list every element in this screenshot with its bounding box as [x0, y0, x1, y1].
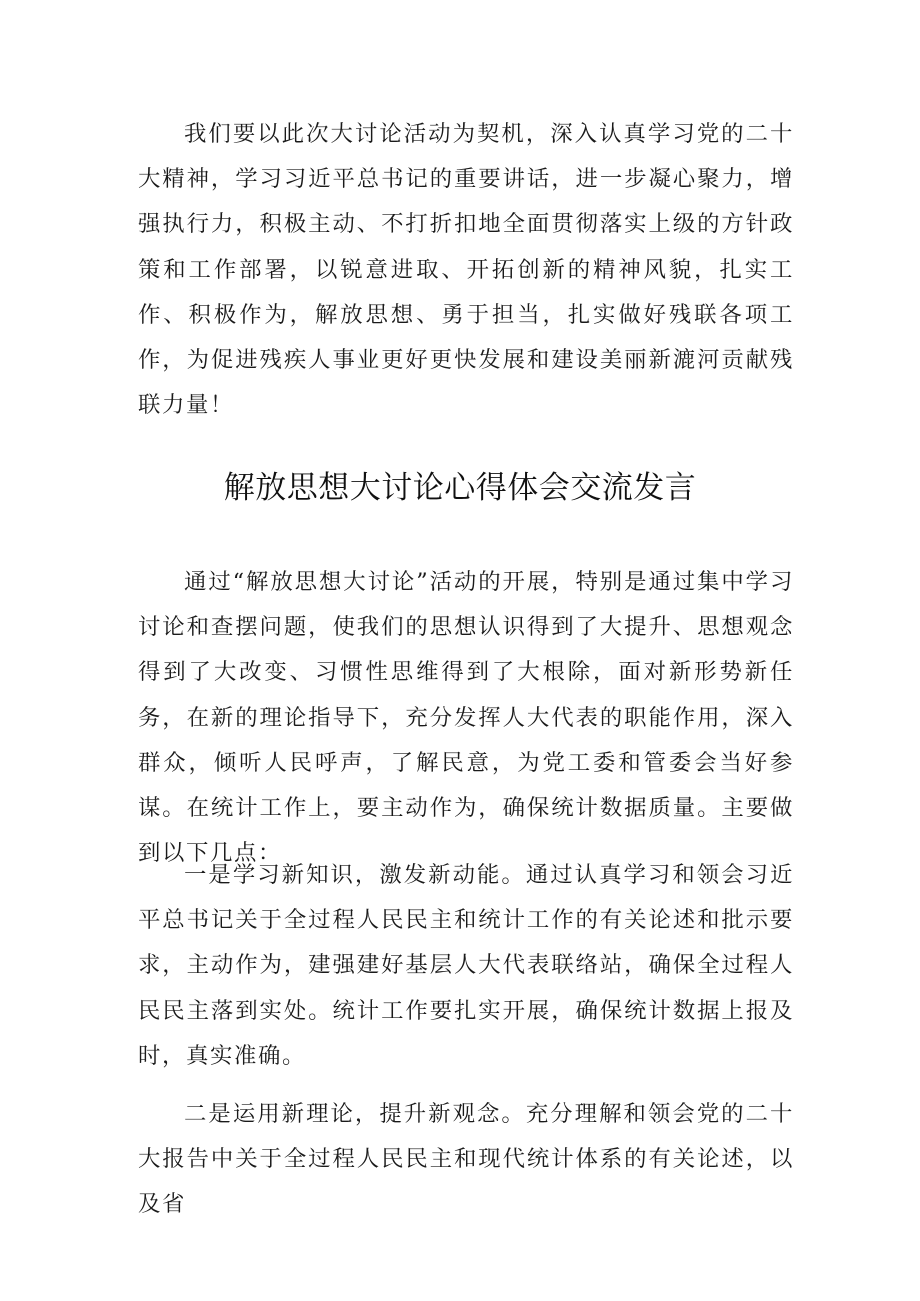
section-title: 解放思想大讨论心得体会交流发言 [223, 470, 697, 506]
body-paragraph: 一是学习新知识，激发新动能。通过认真学习和领会习近平总书记关于全过程人民民主和统计工作的有关论述和批示要求，主动作为，建强建好基层人大代表联络站，确保全过程人民民主落到实处。统计工作要扎实开展，确保统计数据上报及时，真实准确。 [138, 862, 794, 1069]
body-paragraph: 二是运用新理论，提升新观念。充分理解和领会党的二十大报告中关于全过程人民民主和现代统计体系的有关论述，以及省 [138, 1101, 794, 1218]
body-paragraph: 我们要以此次大讨论活动为契机，深入认真学习党的二十大精神，学习习近平总书记的重要讲话，进一步凝心聚力，增强执行力，积极主动、不打折扣地全面贯彻落实上级的方针政策和工作部署，以锐意进取、开拓创新的精神风貌，扎实工作、积极作为，解放思想、勇于担当，扎实做好残联各项工作，为促进残疾人事业更好更快发展和建设美丽新漉河贡献残联力量！ [138, 121, 794, 419]
body-paragraph: 通过“解放思想大讨论”活动的开展，特别是通过集中学习讨论和查摆问题，使我们的思想认识得到了大提升、思想观念得到了大改变、习惯性思维得到了大根除，面对新形势新任务，在新的理论指导下，充分发挥人大代表的职能作用，深入群众，倾听人民呼声，了解民意，为党工委和管委会当好参谋。在统计工作上，要主动作为，确保统计数据质量。主要做到以下几点： [138, 569, 794, 867]
